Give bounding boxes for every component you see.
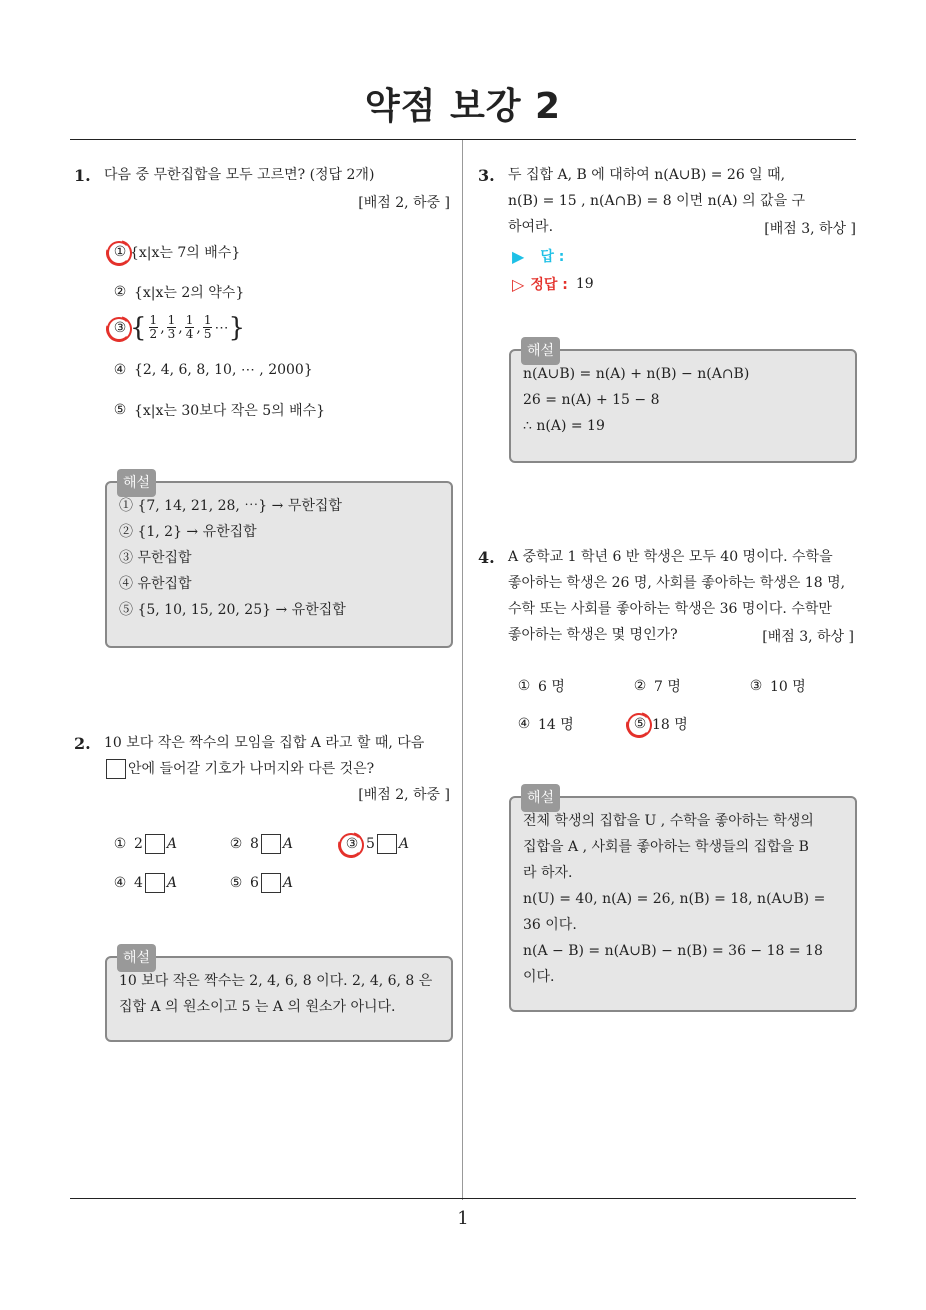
q1-option-1-text: {x|x는 7의 배수} (130, 245, 241, 261)
q2-option-3-box (377, 834, 397, 854)
q2-explanation-tag: 해설 (117, 944, 156, 972)
q1-option-1-mark: ① (110, 244, 130, 260)
q4-explanation-tag: 해설 (521, 784, 560, 812)
q4-explanation-line: 라 하자. (523, 865, 573, 881)
q3-explanation-tag: 해설 (521, 337, 560, 365)
q4-explanation-line: 전체 학생의 집합을 U , 수학을 좋아하는 학생의 (523, 813, 814, 829)
q2-option-5-mark: ⑤ (229, 875, 243, 891)
q2-option-1-set: A (166, 836, 178, 852)
q3-correct-row (512, 274, 594, 294)
q2-option-4[interactable] (110, 873, 177, 893)
q1-explanation-line: ① {7, 14, 21, 28, ⋯} → 무한집합 (119, 498, 342, 514)
q1-option-3-brace-left: { (130, 312, 147, 343)
q3-answer-label: 답 : (540, 249, 565, 265)
q1-option-3-mark: ③ (110, 320, 130, 336)
q1-option-5-mark: ⑤ (113, 402, 127, 418)
q2-option-2-set: A (282, 836, 294, 852)
q2-text-line1: 10 보다 작은 짝수의 모임을 집합 A 라고 할 때, 다음 (104, 735, 425, 751)
q1-explanation-tag: 해설 (117, 469, 156, 497)
q1-explanation-box (105, 475, 453, 648)
q2-option-3-set: A (398, 836, 410, 852)
q1-option-3-fraction: $\frac{1}{2}$ (149, 313, 158, 341)
q3-score: [배점 3, 하상 ] (764, 221, 856, 237)
q4-option-5[interactable] (630, 714, 688, 734)
q4-option-3[interactable] (746, 676, 806, 696)
q2-option-4-mark: ④ (113, 875, 127, 891)
q1-option-1[interactable] (110, 242, 240, 262)
q4-text-line: 수학 또는 사회를 좋아하는 학생은 36 명이다. 수학만 (508, 601, 832, 617)
q3-correct-label: 정답 : (530, 277, 568, 293)
q3-explanation-line: ∴ n(A) = 19 (523, 418, 605, 434)
bottom-divider (70, 1198, 856, 1199)
q1-option-5[interactable] (110, 400, 325, 420)
q1-option-5-text: {x|x는 30보다 작은 5의 배수} (134, 403, 326, 419)
q2-option-5-box (261, 873, 281, 893)
q2-option-5[interactable] (226, 873, 293, 893)
q2-option-3[interactable] (342, 834, 409, 854)
q4-number: 4. (478, 548, 495, 567)
q2-option-1-num: 2 (134, 836, 143, 852)
q4-option-1[interactable] (514, 676, 565, 696)
q3-explanation-box (509, 343, 857, 463)
q4-explanation-box (509, 790, 857, 1012)
q2-text-line2-wrap (104, 756, 374, 782)
q2-option-1-box (145, 834, 165, 854)
q3-correct-value: 19 (575, 276, 594, 292)
q2-option-2-num: 8 (250, 836, 259, 852)
q2-option-1[interactable] (110, 834, 177, 854)
q4-option-1-text: 6 명 (538, 679, 565, 695)
q1-number: 1. (74, 166, 91, 185)
q4-text-line: 좋아하는 학생은 몇 명인가? (508, 627, 678, 643)
q2-option-2[interactable] (226, 834, 293, 854)
q4-explanation-line: 집합을 A , 사회를 좋아하는 학생들의 집합을 B (523, 839, 809, 855)
answer-arrow-icon: ▶ (512, 246, 525, 266)
q1-option-4-mark: ④ (113, 362, 127, 378)
q4-explanation-line: n(A − B) = n(A∪B) − n(B) = 36 − 18 = 18 (523, 943, 823, 959)
q2-option-3-num: 5 (366, 836, 375, 852)
q2-text-line2: 안에 들어갈 기호가 나머지와 다른 것은? (128, 761, 375, 777)
q1-text: 다음 중 무한집합을 모두 고르면? (정답 2개) (104, 167, 375, 183)
q2-option-2-box (261, 834, 281, 854)
correct-arrow-icon: ▷ (512, 274, 525, 294)
q1-explanation-line: ⑤ {5, 10, 15, 20, 25} → 유한집합 (119, 602, 346, 618)
q2-explanation-box (105, 950, 453, 1042)
q2-option-5-num: 6 (250, 875, 259, 891)
q2-option-3-mark: ③ (342, 836, 362, 852)
q3-answer-row (512, 246, 564, 266)
q4-option-4[interactable] (514, 714, 574, 734)
q2-explanation-line: 집합 A 의 원소이고 5 는 A 의 원소가 아니다. (119, 999, 396, 1015)
q4-explanation-line: 36 이다. (523, 917, 577, 933)
q1-explanation-line: ③ 무한집합 (119, 550, 192, 566)
q3-text-line: 두 집합 A, B 에 대하여 n(A∪B) = 26 일 때, (508, 167, 786, 183)
q1-option-4-text: {2, 4, 6, 8, 10, ⋯ , 2000} (134, 362, 313, 378)
q4-option-5-mark: ⑤ (630, 716, 650, 732)
q2-explanation-line: 10 보다 작은 짝수는 2, 4, 6, 8 이다. 2, 4, 6, 8 은 (119, 973, 433, 989)
q2-blank-box (106, 759, 126, 779)
q4-option-2-mark: ② (633, 678, 647, 694)
q4-score: [배점 3, 하상 ] (762, 629, 854, 645)
q4-option-2[interactable] (630, 676, 681, 696)
q3-text-line: 하여라. (508, 219, 554, 235)
q2-option-4-num: 4 (134, 875, 143, 891)
q2-option-4-box (145, 873, 165, 893)
q4-explanation-line: n(U) = 40, n(A) = 26, n(B) = 18, n(A∪B) = (523, 891, 826, 907)
q3-explanation-line: 26 = n(A) + 15 − 8 (523, 392, 660, 408)
q1-option-3-fraction: $\frac{1}{5}$ (203, 313, 212, 341)
q3-number: 3. (478, 166, 495, 185)
q2-option-4-set: A (166, 875, 178, 891)
q1-option-2-text: {x|x는 2의 약수} (134, 285, 245, 301)
q4-option-1-mark: ① (517, 678, 531, 694)
q1-option-2[interactable] (110, 282, 244, 302)
q1-option-3-fraction: $\frac{1}{3}$ (167, 313, 176, 341)
q3-explanation-line: n(A∪B) = n(A) + n(B) − n(A∩B) (523, 366, 750, 382)
q2-score: [배점 2, 하중 ] (358, 787, 450, 803)
q4-explanation-line: 이다. (523, 969, 555, 985)
q4-option-5-text: 18 명 (652, 717, 688, 733)
q2-number: 2. (74, 734, 91, 753)
q1-option-2-mark: ② (113, 284, 127, 300)
page-number: 1 (457, 1208, 469, 1229)
q1-score: [배점 2, 하중 ] (358, 195, 450, 211)
column-divider (462, 140, 463, 1200)
page-title: 약점 보강 2 (364, 86, 562, 127)
q4-option-4-mark: ④ (517, 716, 531, 732)
q4-option-2-text: 7 명 (654, 679, 681, 695)
q4-text-line: A 중학교 1 학년 6 반 학생은 모두 40 명이다. 수학을 (508, 549, 833, 565)
q3-text-line: n(B) = 15 , n(A∩B) = 8 이면 n(A) 의 값을 구 (508, 193, 806, 209)
q2-option-5-set: A (282, 875, 294, 891)
q1-option-3-brace-right: } (228, 312, 246, 343)
q2-option-1-mark: ① (113, 836, 127, 852)
q1-explanation-line: ② {1, 2} → 유한집합 (119, 524, 257, 540)
q4-text-line: 좋아하는 학생은 26 명, 사회를 좋아하는 학생은 18 명, (508, 575, 846, 591)
q1-option-3-fraction: $\frac{1}{4}$ (185, 313, 194, 341)
q4-option-4-text: 14 명 (538, 717, 574, 733)
q4-option-3-text: 10 명 (770, 679, 806, 695)
q4-option-3-mark: ③ (749, 678, 763, 694)
top-divider (70, 139, 856, 140)
q1-option-3[interactable]: ③ { $\frac{1}{2}$ , $\frac{1}{3}$ , $\frac{1}{4}$ , $\frac{1}{5}$ ⋯ } (110, 314, 245, 341)
q2-option-2-mark: ② (229, 836, 243, 852)
q1-explanation-line: ④ 유한집합 (119, 576, 192, 592)
q1-option-4[interactable] (110, 362, 313, 378)
